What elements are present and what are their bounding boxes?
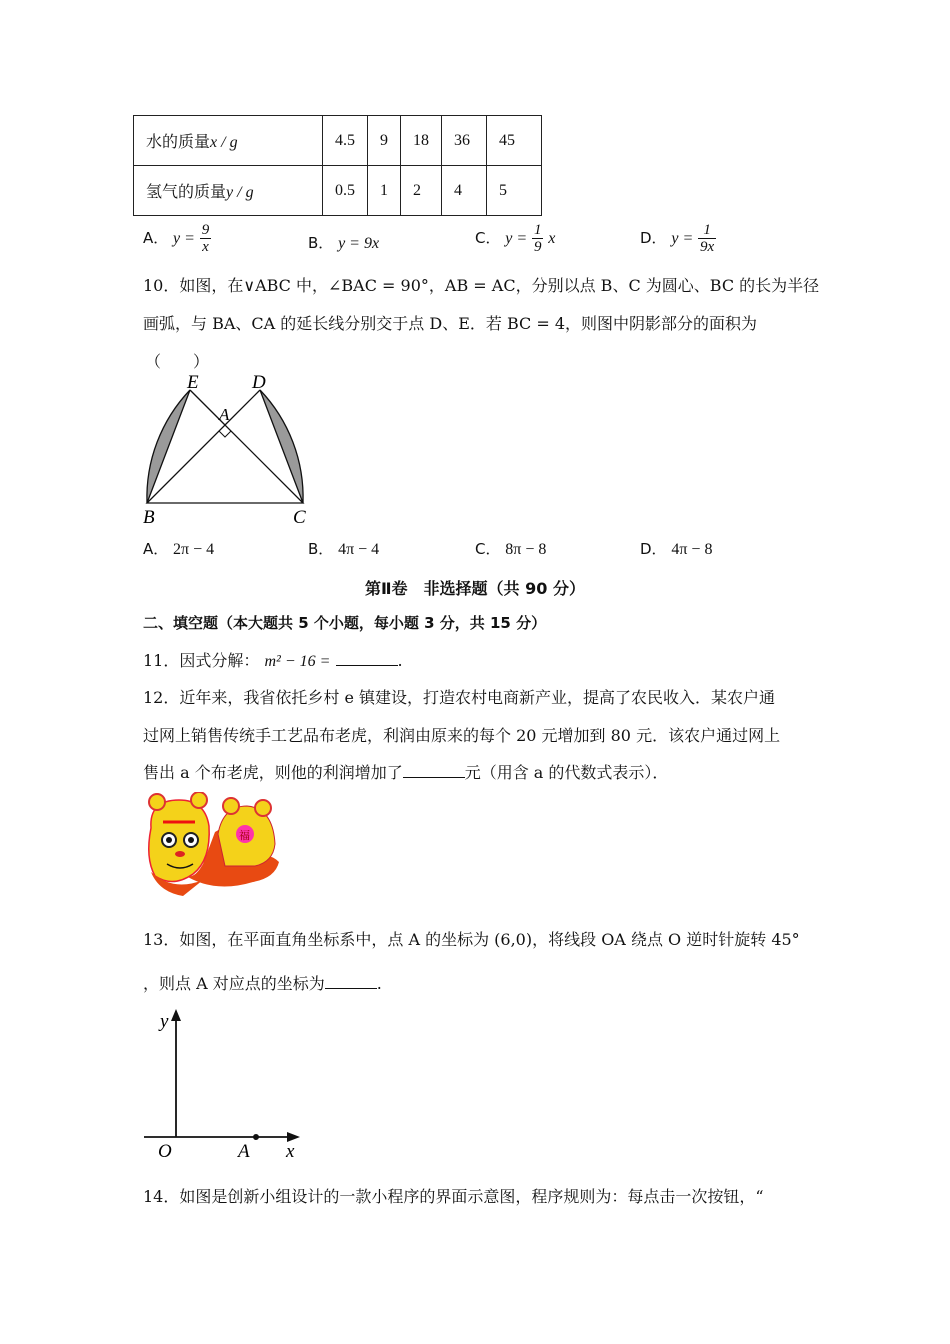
q13-line2: ，则点 A 对应点的坐标为 . [143,974,382,993]
q9-option-b[interactable]: B． y = 9x [308,234,380,252]
q13-coordinate-figure [140,1005,320,1170]
q9-option-d[interactable]: D． y = $\frac{1}{9x}$ [640,222,715,255]
q10-option-c[interactable]: C． 8π − 8 [475,540,547,558]
label-y: y [160,1011,169,1032]
table-cell: 0.5 [323,166,368,216]
q10-figure [135,375,315,530]
q12-line1: 12．近年来，我省依托乡村 e 镇建设，打造农村电商新产业，提高了农民收入．某农户通 [143,688,776,707]
q12-line3: 售出 a 个布老虎，则他的利润增加了 元（用含 a 的代数式表示）． [143,763,669,782]
table-cell: 4 [442,166,487,216]
label-c: C [293,507,306,528]
q10-line2: 画弧，与 BA、CA 的延长线分别交于点 D、E．若 BC = 4，则图中阴影部分的面积为 [143,314,758,333]
row-header: 水的质量x / g [134,116,323,166]
table-cell: 18 [401,116,442,166]
q9-option-a[interactable]: A． y = $\frac{9}{x}$ [143,222,210,255]
cloth-tiger-image [143,792,283,897]
table-cell: 2 [401,166,442,216]
label-x: x [286,1141,295,1162]
table-cell: 4.5 [323,116,368,166]
svg-text:福: 福 [239,829,250,842]
q10-answer-paren: （ ） [145,352,210,371]
row-header: 氢气的质量y / g [134,166,323,216]
label-a: A [219,405,230,424]
q10-option-a[interactable]: A． 2π − 4 [143,540,215,558]
q10-option-b[interactable]: B． 4π − 4 [308,540,380,558]
table-row [134,166,542,216]
table-row [134,116,542,166]
q13-answer-blank[interactable] [325,974,377,989]
data-table [133,115,542,216]
q10-line1: 10．如图，在∨ABC 中，∠BAC = 90°，AB = AC，分别以点 B、C 为圆心、BC 的长为半径 [143,276,820,295]
label-b: B [143,507,155,528]
q11: 11．因式分解： m² − 16 = . [143,651,403,670]
q13-line1: 13．如图，在平面直角坐标系中，点 A 的坐标为 (6,0)，将线段 OA 绕点 O 逆时针旋转 45° [143,930,800,949]
q14-line1: 14．如图是创新小组设计的一款小程序的界面示意图，程序规则为：每点击一次按钮，“ [143,1187,764,1206]
point-a [253,1134,259,1140]
label-e: E [187,375,199,393]
q11-answer-blank[interactable] [336,651,398,666]
table-cell: 36 [442,116,487,166]
q12-answer-blank[interactable] [403,763,465,778]
table-cell: 5 [487,166,542,216]
table-cell: 1 [368,166,401,216]
q9-option-c[interactable]: C． y = $\frac{1}{9}$ x [475,222,556,255]
q12-line2: 过网上销售传统手工艺品布老虎，利润由原来的每个 20 元增加到 80 元．该农户通过网上 [143,726,781,745]
section2-title: 二、填空题（本大题共 5 个小题，每小题 3 分，共 15 分） [143,614,547,632]
part2-title: 第Ⅱ卷 非选择题（共 90 分） [365,579,585,598]
label-d: D [252,375,266,393]
table-cell: 45 [487,116,542,166]
label-a: A [238,1141,250,1162]
label-o: O [158,1141,172,1162]
table-cell: 9 [368,116,401,166]
q10-option-d[interactable]: D． 4π − 8 [640,540,713,558]
